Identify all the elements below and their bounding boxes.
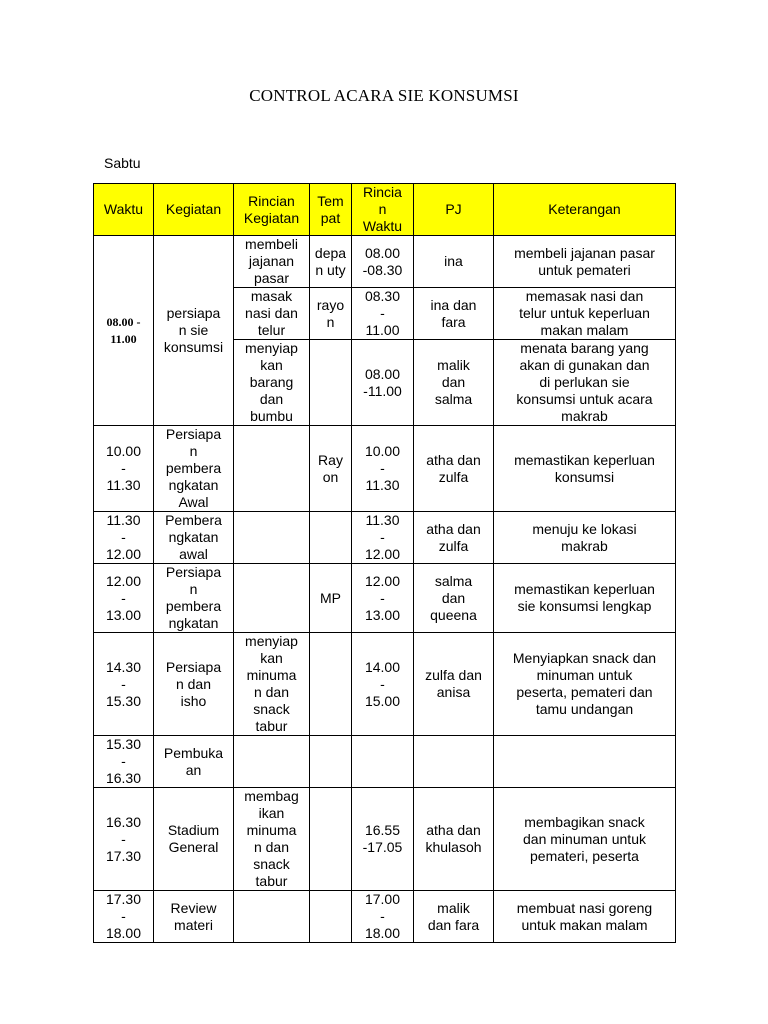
cell-text-line: rayo xyxy=(316,296,345,313)
cell-text-line: tabur xyxy=(255,873,288,889)
cell-text-line: nasi dan xyxy=(245,305,298,321)
cell-text-line: n xyxy=(378,201,387,217)
cell-tempat xyxy=(310,633,352,736)
cell-text-line: on xyxy=(322,468,339,485)
cell-rincian xyxy=(234,891,310,943)
cell-text-line: konsumsi xyxy=(554,468,615,485)
cell-text-line: tabur xyxy=(255,718,288,734)
cell-text-line: zulfa xyxy=(438,468,469,485)
cell-text-line: memastikan keperluan xyxy=(514,451,655,468)
cell-text-line: membagikan snack xyxy=(524,813,645,830)
cell-text-line: - xyxy=(121,908,126,924)
cell-text-line: memasak nasi dan xyxy=(525,288,644,304)
cell-text-line: - xyxy=(121,675,126,692)
cell-text-line: salma xyxy=(434,572,473,589)
cell-text-line: dan xyxy=(259,391,284,407)
cell-text-line: - xyxy=(380,589,385,606)
cell-text-line: persiapa xyxy=(166,305,221,321)
cell-text-line: Ray xyxy=(318,451,343,468)
cell-text-line: 13.00 xyxy=(364,606,401,623)
cell-text-line: konsumsi xyxy=(163,339,224,355)
cell-text-line: menyiap xyxy=(245,340,298,356)
header-keterangan xyxy=(494,184,676,236)
cell-rincian-waktu xyxy=(352,891,414,943)
cell-text-line: 15.00 xyxy=(364,692,401,709)
cell-rincian-waktu xyxy=(352,340,414,426)
schedule-table xyxy=(93,183,676,943)
cell-text-line: -17.05 xyxy=(362,839,403,855)
cell-waktu xyxy=(94,788,154,891)
cell-tempat xyxy=(310,288,352,340)
table-row xyxy=(94,236,676,288)
header-waktu xyxy=(94,184,154,236)
cell-text-line: membag xyxy=(244,788,299,804)
cell-text-line: 11.30 xyxy=(106,477,141,493)
cell-text-line: - xyxy=(380,675,385,692)
cell-text-line: Persiapa xyxy=(165,564,222,580)
cell-rincian-waktu xyxy=(352,633,414,736)
cell-kegiatan xyxy=(154,512,234,564)
cell-text-line: barang xyxy=(249,374,294,390)
cell-tempat xyxy=(310,426,352,512)
cell-text-line: membeli jajanan pasar xyxy=(514,244,655,261)
cell-text-line: -08.30 xyxy=(362,261,403,278)
cell-text-line: dan xyxy=(441,374,466,390)
cell-text-line: 14.30 xyxy=(105,658,142,675)
cell-text-line: telur untuk keperluan xyxy=(519,305,650,321)
cell-waktu xyxy=(94,633,154,736)
table-row xyxy=(94,564,676,633)
cell-tempat xyxy=(310,891,352,943)
cell-text-line: 12.00 xyxy=(105,572,142,589)
cell-text-line: queena xyxy=(430,606,477,623)
cell-rincian xyxy=(234,512,310,564)
cell-text-line: memastikan keperluan xyxy=(514,581,655,597)
cell-text-line: ina xyxy=(444,253,463,269)
cell-text-line: 08.00 xyxy=(364,244,401,261)
cell-text-line: telur xyxy=(257,322,286,338)
cell-text-line: minuman untuk xyxy=(536,667,633,683)
cell-text-line: PJ xyxy=(445,201,462,217)
cell-rincian xyxy=(234,736,310,788)
cell-pj xyxy=(414,288,494,340)
cell-text-line: - xyxy=(380,460,385,476)
cell-pj xyxy=(414,236,494,288)
cell-text-line: Pembuka xyxy=(163,744,224,761)
cell-text-line: materi xyxy=(174,916,213,933)
cell-rincian-waktu xyxy=(352,512,414,564)
cell-waktu xyxy=(94,426,154,512)
cell-kegiatan xyxy=(154,564,234,633)
cell-rincian xyxy=(234,288,310,340)
cell-text-line: n dan xyxy=(253,684,290,700)
cell-rincian xyxy=(234,633,310,736)
cell-text-line: bumbu xyxy=(250,408,293,424)
cell-text-line: sie konsumsi lengkap xyxy=(517,598,652,614)
cell-text-line: Keterangan xyxy=(548,201,621,217)
cell-text-line: 14.00 xyxy=(364,658,401,675)
cell-pj xyxy=(414,891,494,943)
cell-text-line: 11.00 xyxy=(110,331,137,346)
cell-text-line: 11.00 xyxy=(365,322,400,338)
cell-tempat xyxy=(310,564,352,633)
cell-keterangan xyxy=(494,340,676,426)
table-row xyxy=(94,891,676,943)
cell-text-line: khulasoh xyxy=(425,839,482,855)
cell-text-line: 11.30 xyxy=(365,512,400,528)
cell-text-line: atha dan xyxy=(426,520,481,537)
cell-text-line: menata barang yang xyxy=(520,340,649,356)
cell-text-line: Menyiapkan snack dan xyxy=(512,650,657,666)
cell-text-line: n dan xyxy=(253,839,290,855)
cell-text-line: 18.00 xyxy=(364,925,401,941)
header-rincian-kegiatan xyxy=(234,184,310,236)
cell-text-line: 15.30 xyxy=(105,736,142,752)
cell-text-line: 16.30 xyxy=(105,813,142,830)
cell-text-line: malik xyxy=(437,357,470,373)
cell-text-line: 17.30 xyxy=(105,847,142,864)
cell-text-line: pembera xyxy=(165,460,222,476)
cell-text-line: tamu undangan xyxy=(535,701,634,717)
cell-text-line: 08.00 - xyxy=(106,314,141,329)
cell-text-line: kan xyxy=(260,357,283,373)
cell-rincian-waktu xyxy=(352,288,414,340)
cell-text-line: malik xyxy=(437,899,470,916)
day-label: Sabtu xyxy=(104,155,141,171)
cell-tempat xyxy=(310,512,352,564)
cell-text-line: makrab xyxy=(561,408,608,424)
cell-keterangan xyxy=(494,512,676,564)
cell-keterangan xyxy=(494,564,676,633)
cell-kegiatan xyxy=(154,633,234,736)
cell-rincian-waktu xyxy=(352,426,414,512)
cell-waktu xyxy=(94,236,154,426)
cell-text-line: depa xyxy=(314,244,347,261)
cell-kegiatan xyxy=(154,788,234,891)
cell-text-line: atha dan xyxy=(426,451,481,468)
cell-text-line: untuk makan malam xyxy=(521,916,648,933)
cell-text-line: Tem xyxy=(317,192,344,209)
cell-rincian xyxy=(234,426,310,512)
cell-text-line: -11.00 xyxy=(363,382,402,399)
cell-text-line: 17.30 xyxy=(105,891,142,907)
cell-rincian-waktu xyxy=(352,236,414,288)
cell-text-line: ikan xyxy=(258,805,285,821)
cell-text-line: 13.00 xyxy=(105,606,142,623)
cell-text-line: 08.00 xyxy=(364,365,401,382)
cell-rincian-waktu xyxy=(352,736,414,788)
table-row xyxy=(94,426,676,512)
cell-keterangan xyxy=(494,891,676,943)
cell-kegiatan xyxy=(154,236,234,426)
cell-text-line: pat xyxy=(320,209,341,226)
cell-text-line: membeli xyxy=(245,236,298,252)
cell-text-line: zulfa xyxy=(438,537,469,554)
cell-text-line: 17.00 xyxy=(364,891,401,907)
cell-text-line: 12.00 xyxy=(105,546,142,562)
cell-keterangan xyxy=(494,736,676,788)
cell-text-line: Kegiatan xyxy=(165,201,222,217)
cell-tempat xyxy=(310,236,352,288)
cell-text-line: atha dan xyxy=(426,822,481,838)
cell-text-line: dan xyxy=(441,589,466,606)
cell-text-line: membuat nasi goreng xyxy=(516,899,653,916)
document-title: CONTROL ACARA SIE KONSUMSI xyxy=(249,86,519,105)
cell-text-line: 10.00 xyxy=(105,443,142,459)
cell-pj xyxy=(414,512,494,564)
cell-text-line: kan xyxy=(260,650,283,666)
cell-text-line: n dan xyxy=(175,675,212,692)
cell-text-line: Waktu xyxy=(103,201,144,217)
header-row xyxy=(94,184,676,236)
cell-text-line: Review xyxy=(170,899,217,916)
table-row xyxy=(94,512,676,564)
cell-pj xyxy=(414,633,494,736)
header-kegiatan xyxy=(154,184,234,236)
cell-text-line: 16.30 xyxy=(105,770,142,786)
header-tempat xyxy=(310,184,352,236)
cell-pj xyxy=(414,426,494,512)
cell-text-line: isho xyxy=(180,692,207,709)
cell-kegiatan xyxy=(154,736,234,788)
cell-tempat xyxy=(310,788,352,891)
cell-text-line: 12.00 xyxy=(364,546,401,562)
cell-keterangan xyxy=(494,426,676,512)
cell-text-line: makrab xyxy=(561,537,608,554)
cell-text-line: Waktu xyxy=(362,218,403,234)
cell-text-line: 15.30 xyxy=(105,692,142,709)
cell-text-line: zulfa dan xyxy=(425,667,482,683)
cell-text-line: salma xyxy=(434,391,473,407)
cell-text-line: - xyxy=(380,305,385,321)
cell-text-line: pasar xyxy=(253,270,290,286)
cell-text-line: ina dan xyxy=(430,296,477,313)
cell-keterangan xyxy=(494,236,676,288)
cell-waktu xyxy=(94,564,154,633)
cell-kegiatan xyxy=(154,426,234,512)
cell-text-line: minuma xyxy=(246,822,297,838)
table-row xyxy=(94,736,676,788)
cell-text-line: 16.55 xyxy=(364,822,401,838)
cell-text-line: - xyxy=(121,830,126,847)
cell-pj xyxy=(414,736,494,788)
cell-keterangan xyxy=(494,288,676,340)
cell-text-line: untuk pemateri xyxy=(538,261,631,278)
cell-text-line: ngkatan xyxy=(168,615,219,631)
cell-text-line: dan minuman untuk xyxy=(523,830,646,847)
table-row xyxy=(94,633,676,736)
cell-text-line: fara xyxy=(441,313,466,330)
cell-text-line: 11.30 xyxy=(106,512,141,528)
cell-text-line: pemateri, peserta xyxy=(530,847,639,864)
cell-text-line: menyiap xyxy=(245,633,298,649)
cell-text-line: n sie xyxy=(178,322,209,338)
cell-kegiatan xyxy=(154,891,234,943)
cell-tempat xyxy=(310,340,352,426)
cell-text-line: 11.30 xyxy=(365,477,400,493)
cell-text-line: an xyxy=(185,761,202,778)
cell-text-line: masak xyxy=(250,288,293,304)
cell-text-line: n xyxy=(326,313,335,330)
cell-text-line: - xyxy=(121,460,126,476)
cell-text-line: Kegiatan xyxy=(243,209,300,226)
cell-text-line: - xyxy=(121,589,126,606)
table-row xyxy=(94,788,676,891)
cell-text-line: n xyxy=(189,581,198,597)
cell-text-line: n uty xyxy=(315,261,346,278)
cell-text-line: Pembera xyxy=(165,512,222,528)
cell-text-line: pembera xyxy=(165,598,222,614)
cell-rincian-waktu xyxy=(352,564,414,633)
cell-text-line: peserta, pemateri dan xyxy=(516,684,653,700)
cell-text-line: - xyxy=(121,529,126,545)
cell-rincian-waktu xyxy=(352,788,414,891)
cell-text-line: dan fara xyxy=(427,916,480,933)
cell-text-line: Persiapa xyxy=(165,658,222,675)
cell-rincian xyxy=(234,236,310,288)
cell-text-line: n xyxy=(189,443,198,459)
cell-text-line: ngkatan xyxy=(168,477,219,493)
cell-text-line: Rincian xyxy=(248,192,295,209)
cell-waktu xyxy=(94,512,154,564)
header-rincian-waktu xyxy=(352,184,414,236)
cell-text-line: 18.00 xyxy=(105,925,142,941)
cell-text-line: anisa xyxy=(436,684,471,700)
cell-pj xyxy=(414,788,494,891)
cell-text-line: makan malam xyxy=(540,322,629,338)
cell-rincian xyxy=(234,788,310,891)
cell-text-line: - xyxy=(380,908,385,924)
cell-text-line: 10.00 xyxy=(364,443,401,459)
cell-keterangan xyxy=(494,788,676,891)
cell-text-line: Persiapa xyxy=(165,426,222,442)
cell-text-line: General xyxy=(168,839,219,855)
cell-keterangan xyxy=(494,633,676,736)
cell-tempat xyxy=(310,736,352,788)
cell-text-line: 12.00 xyxy=(364,572,401,589)
cell-text-line: MP xyxy=(320,589,341,606)
cell-text-line: akan di gunakan dan xyxy=(519,357,650,373)
cell-text-line: konsumsi untuk acara xyxy=(516,391,653,407)
cell-text-line: Stadium xyxy=(167,822,220,838)
header-pj xyxy=(414,184,494,236)
cell-rincian xyxy=(234,564,310,633)
cell-waktu xyxy=(94,891,154,943)
cell-text-line: Rincia xyxy=(363,184,402,200)
cell-text-line: - xyxy=(121,753,126,769)
cell-text-line: 08.30 xyxy=(364,288,401,304)
cell-text-line: ngkatan xyxy=(168,529,219,545)
cell-text-line: - xyxy=(380,529,385,545)
cell-text-line: snack xyxy=(253,856,290,872)
cell-text-line: di perlukan sie xyxy=(539,374,630,390)
cell-waktu xyxy=(94,736,154,788)
cell-text-line: awal xyxy=(179,546,208,562)
cell-rincian xyxy=(234,340,310,426)
cell-pj xyxy=(414,340,494,426)
cell-text-line: snack xyxy=(253,701,290,717)
cell-text-line: Awal xyxy=(178,494,209,510)
cell-text-line: minuma xyxy=(246,667,297,683)
cell-pj xyxy=(414,564,494,633)
cell-text-line: menuju ke lokasi xyxy=(532,520,637,537)
cell-text-line: jajanan xyxy=(248,253,295,269)
